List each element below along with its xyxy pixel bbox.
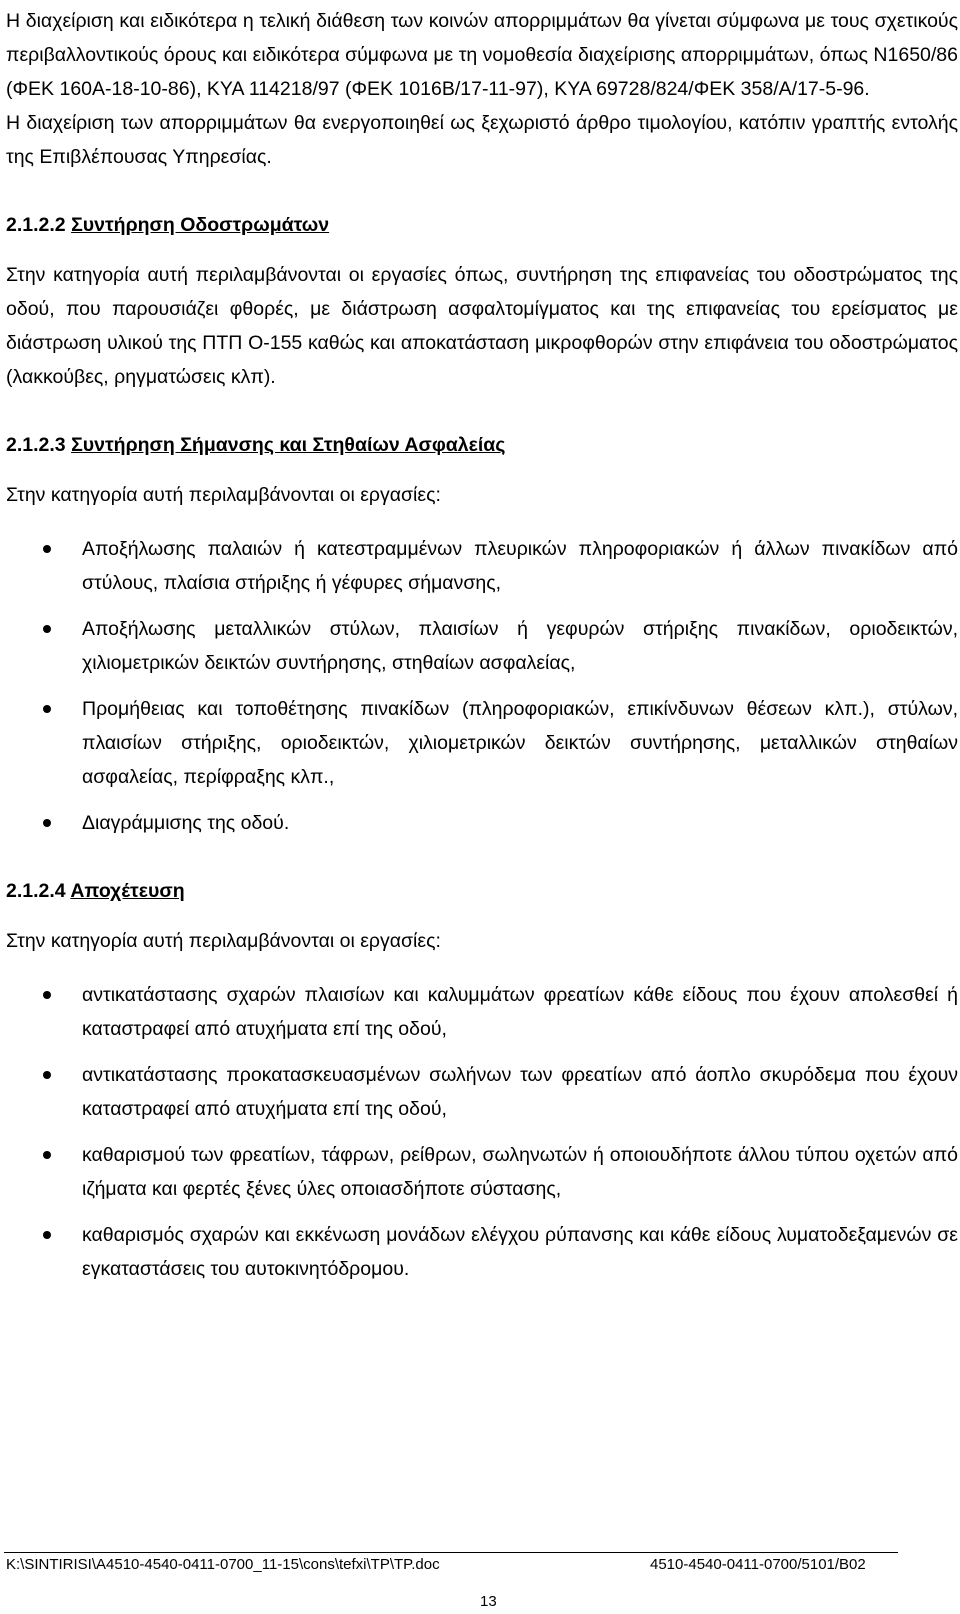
bullet-list [6, 978, 958, 1286]
list-item-text: Προμήθειας και τοποθέτησης πινακίδων (πληροφοριακών, επικίνδυνων θέσεων κλπ.), στύλων, πλαισίων στήριξης, οριοδεικτών, χιλιομετρικών δεικτών συντήρησης, μεταλλικών στηθαίων ασφαλείας, περίφραξης κλπ., [82, 698, 958, 788]
list-item [6, 1058, 958, 1126]
list-item-text: καθαρισμός σχαρών και εκκένωση μονάδων ελέγχου ρύπανσης και κάθε είδους λυματοδεξαμενών σε εγκαταστάσεις του αυτοκινητόδρομου. [82, 1224, 958, 1280]
list-item-text: αντικατάστασης προκατασκευασμένων σωλήνων των φρεατίων από άοπλο σκυρόδεμα που έχουν καταστραφεί από ατυχήματα επί της οδού, [82, 1064, 958, 1120]
list-item-text: Διαγράμμισης της οδού. [82, 812, 290, 834]
bullet-list [6, 532, 958, 840]
bullet-icon [43, 991, 51, 999]
footer-file-path: K:\SINTIRISI\A4510-4540-0411-0700_11-15\cons\tefxi\TP\TP.doc [6, 1556, 440, 1573]
section-number: 2.1.2.4 [6, 880, 66, 902]
bullet-icon [43, 1231, 51, 1239]
section-heading [6, 874, 958, 908]
bullet-icon [43, 705, 51, 713]
section-title: Συντήρηση Σήμανσης και Στηθαίων Ασφαλείας [71, 434, 506, 456]
intro-paragraph-1: Η διαχείριση και ειδικότερα η τελική διάθεση των κοινών απορριμμάτων θα γίνεται σύμφωνα με τους σχετικούς περιβαλλοντικούς όρους και ειδικότερα σύμφωνα με τη νομοθεσία διαχείρισης απορριμμάτων, όπως Ν1650/86 (ΦΕΚ 160Α-18-10-86), ΚΥΑ 114218/97 (ΦΕΚ 1016Β/17-11-97), ΚΥΑ 69728/824/ΦΕΚ 358/Α/17-5-96. [6, 10, 958, 100]
bullet-icon [43, 1151, 51, 1159]
page-number: 13 [480, 1593, 497, 1610]
section-text: Στην κατηγορία αυτή περιλαμβάνονται οι εργασίες όπως, συντήρηση της επιφανείας του οδοστρώματος της οδού, που παρουσιάζει φθορές, με διάστρωση ασφαλτομίγματος και της επιφανείας του ερείσματος με διάστρωση υλικού της ΠΤΠ Ο-155 καθώς και αποκατάσταση μικροφθορών στην επιφάνεια του οδοστρώματος (λακκούβες, ρηγματώσεις κλπ). [6, 264, 958, 388]
section-title: Συντήρηση Οδοστρωμάτων [71, 214, 330, 236]
section-number: 2.1.2.2 [6, 214, 66, 236]
bullet-icon [43, 819, 51, 827]
section-heading [6, 428, 958, 462]
bullet-icon [43, 625, 51, 633]
bullet-icon [43, 1071, 51, 1079]
list-item-text: Αποξήλωσης παλαιών ή κατεστραμμένων πλευρικών πληροφοριακών ή άλλων πινακίδων από στύλους, πλαίσια στήριξης ή γέφυρες σήμανσης, [82, 538, 958, 594]
list-item [6, 806, 958, 840]
section-number: 2.1.2.3 [6, 434, 66, 456]
section-text: Στην κατηγορία αυτή περιλαμβάνονται οι εργασίες: [6, 930, 441, 952]
footer-document-code: 4510-4540-0411-0700/5101/B02 [650, 1556, 866, 1573]
document-page [6, 4, 958, 1286]
list-item-text: καθαρισμού των φρεατίων, τάφρων, ρείθρων, σωληνωτών ή οποιουδήποτε άλλου τύπου οχετών από ιζήματα και φερτές ξένες ύλες οποιασδήποτε σύστασης, [82, 1144, 958, 1200]
list-item-text: Αποξήλωσης μεταλλικών στύλων, πλαισίων ή γεφυρών στήριξης πινακίδων, οριοδεικτών, χιλιομετρικών δεικτών συντήρησης, στηθαίων ασφαλείας, [82, 618, 958, 674]
list-item [6, 692, 958, 794]
list-item [6, 532, 958, 600]
bullet-icon [43, 545, 51, 553]
list-item [6, 612, 958, 680]
footer-divider [4, 1552, 898, 1553]
section-title: Αποχέτευση [70, 880, 185, 902]
section-text: Στην κατηγορία αυτή περιλαμβάνονται οι εργασίες: [6, 484, 441, 506]
list-item [6, 1218, 958, 1286]
section-heading [6, 208, 958, 242]
list-item [6, 978, 958, 1046]
intro-paragraph-2: Η διαχείριση των απορριμμάτων θα ενεργοποιηθεί ως ξεχωριστό άρθρο τιμολογίου, κατόπιν γραπτής εντολής της Επιβλέπουσας Υπηρεσίας. [6, 112, 958, 168]
list-item [6, 1138, 958, 1206]
list-item-text: αντικατάστασης σχαρών πλαισίων και καλυμμάτων φρεατίων κάθε είδους που έχουν απολεσθεί ή καταστραφεί από ατυχήματα επί της οδού, [82, 984, 958, 1040]
